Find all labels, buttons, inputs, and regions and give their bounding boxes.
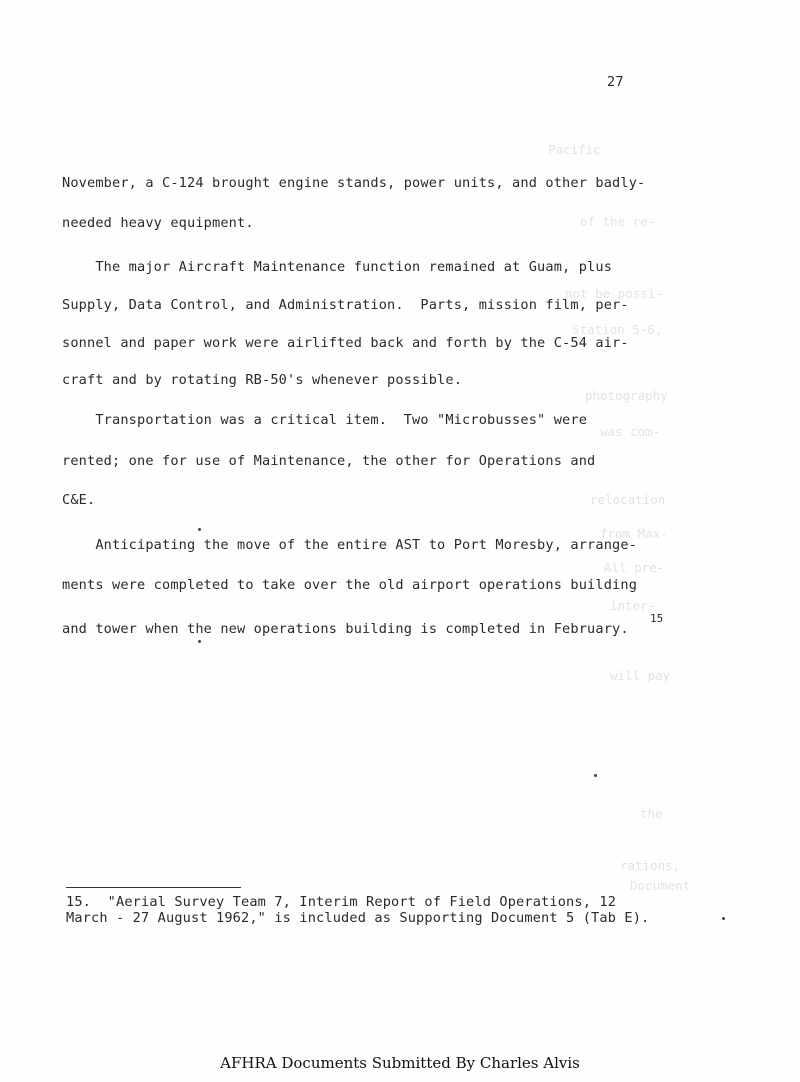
footnote-line: 15. "Aerial Survey Team 7, Interim Report of Field Operations, 12: [66, 894, 617, 910]
bleed-through-text: Pacific: [548, 142, 601, 157]
body-line: Transportation was a critical item. Two "Microbusses" were: [62, 412, 588, 428]
bleed-through-text: relocation: [590, 492, 666, 507]
body-line: ments were completed to take over the old airport operations building: [62, 577, 638, 593]
paper-speck: [594, 774, 597, 777]
bleed-through-text: rations,: [620, 858, 681, 873]
bleed-through-text: will pay: [610, 668, 671, 683]
footnote-line: March - 27 August 1962," is included as Supporting Document 5 (Tab E).: [66, 910, 650, 926]
footnote-divider: [66, 887, 241, 888]
body-line: Supply, Data Control, and Administration. Parts, mission film, per-: [62, 297, 629, 313]
body-line: November, a C-124 brought engine stands, power units, and other badly-: [62, 175, 646, 191]
bleed-through-text: Document: [630, 878, 691, 893]
body-line: craft and by rotating RB-50's whenever possible.: [62, 372, 463, 388]
bleed-through-text: was com-: [600, 424, 661, 439]
bleed-through-text: not be possi-: [565, 286, 663, 301]
bleed-through-text: the: [640, 806, 663, 821]
paper-speck: [722, 917, 725, 920]
footnote-reference: 15: [650, 612, 664, 625]
body-line: and tower when the new operations building is completed in February.: [62, 621, 629, 637]
archive-footer: AFHRA Documents Submitted By Charles Alvis: [220, 1054, 580, 1072]
body-line: needed heavy equipment.: [62, 215, 254, 231]
bleed-through-text: inter-: [610, 598, 656, 613]
bleed-through-text: photography: [585, 388, 668, 403]
paper-speck: [198, 640, 201, 643]
paper-speck: [198, 528, 201, 531]
bleed-through-text: from Max-: [600, 526, 668, 541]
body-line: rented; one for use of Maintenance, the other for Operations and: [62, 453, 596, 469]
bleed-through-text: of the re-: [580, 214, 656, 229]
body-line: C&E.: [62, 492, 96, 508]
bleed-through-text: Station 5-6,: [572, 322, 663, 337]
page-number: 27: [607, 74, 624, 90]
body-line: sonnel and paper work were airlifted back and forth by the C-54 air-: [62, 335, 629, 351]
body-line: The major Aircraft Maintenance function remained at Guam, plus: [62, 259, 613, 275]
body-line: Anticipating the move of the entire AST to Port Moresby, arrange-: [62, 537, 638, 553]
bleed-through-text: All pre-: [604, 560, 665, 575]
